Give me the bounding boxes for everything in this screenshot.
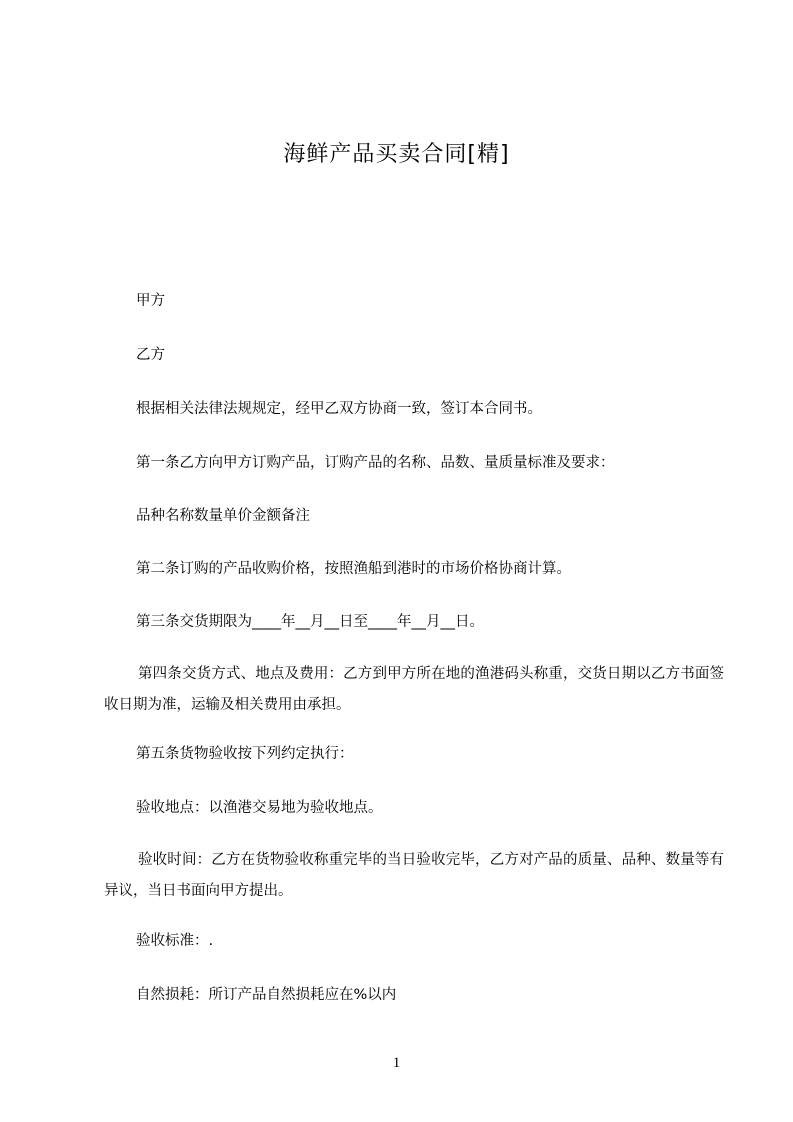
natural-loss: 自然损耗：所订产品自然损耗应在%以内 <box>136 987 397 1003</box>
inspection-standard: 验收标准：. <box>136 933 214 949</box>
party-b-line: 乙方 <box>136 347 165 363</box>
page-number: 1 <box>392 1055 401 1071</box>
inspection-time: 验收时间：乙方在货物验收称重完毕的当日验收完毕，乙方对产品的质量、品种、数量等有异议，当日书面向甲方提出。 <box>104 852 724 899</box>
party-a-line: 甲方 <box>136 293 165 309</box>
product-table-header: 品种名称数量单价金额备注 <box>136 508 310 524</box>
document-title: 海鲜产品买卖合同[精] <box>283 142 510 167</box>
article-3: 第三条交货期限为____年__月__日至____年__月__日。 <box>136 614 484 630</box>
article-2: 第二条订购的产品收购价格，按照渔船到港时的市场价格协商计算。 <box>136 561 571 577</box>
article-4: 第四条交货方式、地点及费用：乙方到甲方所在地的渔港码头称重，交货日期以乙方书面签收日期为准，运输及相关费用由承担。 <box>104 666 724 713</box>
inspection-place: 验收地点：以渔港交易地为验收地点。 <box>136 800 383 816</box>
intro-paragraph: 根据相关法律法规规定，经甲乙双方协商一致，签订本合同书。 <box>136 401 542 417</box>
article-1: 第一条乙方向甲方订购产品，订购产品的名称、品数、量质量标准及要求： <box>136 455 615 471</box>
article-5: 第五条货物验收按下列约定执行： <box>136 746 354 762</box>
